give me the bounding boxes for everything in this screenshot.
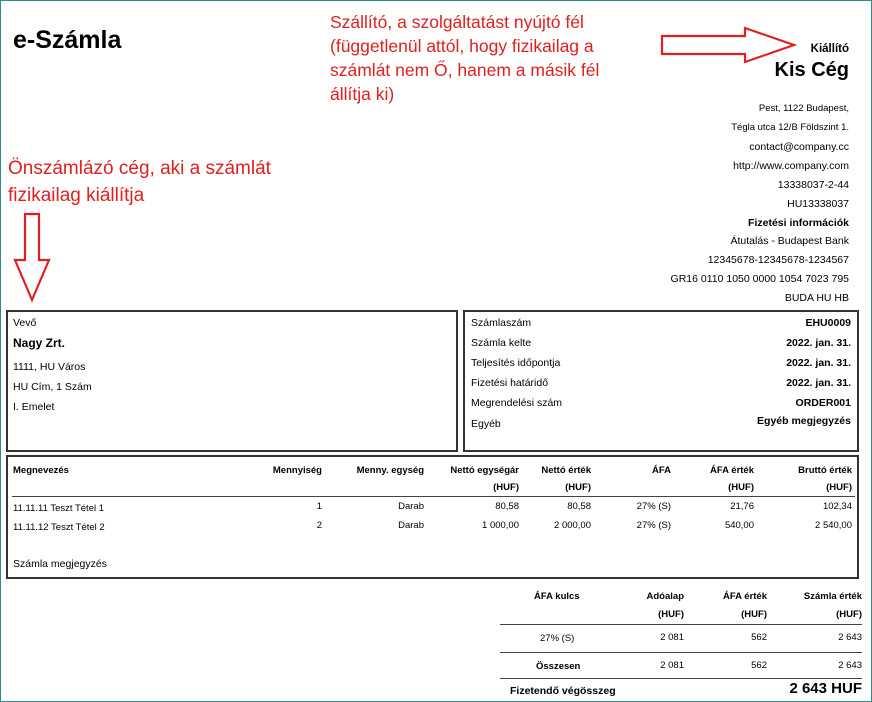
grand-total-value: 2 643 HUF xyxy=(789,680,862,697)
issuer-eu-vat: HU13338037 xyxy=(787,198,849,210)
invoice-note: Számla megjegyzés xyxy=(13,558,107,570)
header-net-currency: (HUF) xyxy=(565,482,591,493)
row1-unit-price: 80,58 xyxy=(495,501,519,512)
total-label: Összesen xyxy=(536,661,581,672)
issuer-annotation: Szállító, a szolgáltatást nyújtó fél (függetlenül attól, hogy fizikailag a számlát nem Ő, hanem a másik fél állítja ki) xyxy=(330,12,600,104)
summary-header-base: Adóalap xyxy=(646,591,684,602)
buyer-address-3: I. Emelet xyxy=(13,401,55,413)
invoice-number-row: Számlaszám EHU0009 xyxy=(471,317,851,329)
due-date-row: Fizetési határidő 2022. jan. 31. xyxy=(471,377,851,389)
header-unit-price: Nettó egységár xyxy=(450,465,519,476)
row1-name: 11.11.11 Teszt Tétel 1 xyxy=(13,503,105,514)
summary-header-base-currency: (HUF) xyxy=(658,609,684,620)
header-vat-value-currency: (HUF) xyxy=(728,482,754,493)
issuer-email: contact@company.cc xyxy=(749,141,849,153)
fulfillment-date-row: Teljesítés időpontja 2022. jan. 31. xyxy=(471,357,851,369)
row1-unit: Darab xyxy=(398,501,424,512)
total-total: 2 643 xyxy=(838,660,862,671)
payment-method: Átutalás - Budapest Bank xyxy=(730,235,849,247)
row2-unit: Darab xyxy=(398,520,424,531)
swift: BUDA HU HB xyxy=(784,292,849,304)
order-number-row: Megrendelési szám ORDER001 xyxy=(471,397,851,409)
issuer-tax-number: 13338037-2-44 xyxy=(777,179,849,191)
header-net: Nettó érték xyxy=(541,465,591,476)
summary-header-total-currency: (HUF) xyxy=(836,609,862,620)
total-vat: 562 xyxy=(751,660,767,671)
document-title: e-Számla xyxy=(13,26,122,54)
row2-unit-price: 1 000,00 xyxy=(482,520,519,531)
summary-total: 2 643 xyxy=(838,632,862,643)
payment-info-label: Fizetési információk xyxy=(748,217,849,229)
issuer-label: Kiállító xyxy=(810,43,849,55)
header-vat-value: ÁFA érték xyxy=(710,465,754,476)
selfbilling-annotation: Önszámlázó cég, aki a számlát fizikailag kiállítja xyxy=(8,158,271,206)
header-name: Megnevezés xyxy=(13,465,69,476)
row1-qty: 1 xyxy=(316,501,322,512)
row2-vat-value: 540,00 xyxy=(724,520,754,531)
summary-rate: 27% (S) xyxy=(540,633,575,644)
other-row: Egyéb Egyéb megjegyzés xyxy=(471,415,851,430)
row1-vat: 27% (S) xyxy=(636,501,671,512)
items-table xyxy=(6,455,859,579)
summary-base: 2 081 xyxy=(660,632,684,643)
total-base: 2 081 xyxy=(660,660,684,671)
summary-header-vat: ÁFA érték xyxy=(723,591,767,602)
down-arrow-icon xyxy=(12,212,52,304)
issuer-website: http://www.company.com xyxy=(733,160,849,172)
summary-header-vat-currency: (HUF) xyxy=(741,609,767,620)
row2-vat: 27% (S) xyxy=(636,520,671,531)
buyer-box xyxy=(6,310,458,452)
bank-account: 12345678-12345678-1234567 xyxy=(707,254,849,266)
row2-net: 2 000,00 xyxy=(554,520,591,531)
header-vat: ÁFA xyxy=(652,465,671,476)
header-gross-currency: (HUF) xyxy=(826,482,852,493)
row1-net: 80,58 xyxy=(567,501,591,512)
iban: GR16 0110 1050 0000 1054 7023 795 xyxy=(670,273,849,285)
summary-header-total: Számla érték xyxy=(803,591,862,602)
buyer-address-1: 1111, HU Város xyxy=(13,361,86,373)
summary-vat: 562 xyxy=(751,632,767,643)
summary-divider-top xyxy=(500,624,862,625)
buyer-label: Vevő xyxy=(13,317,37,329)
header-unit-price-currency: (HUF) xyxy=(493,482,519,493)
header-qty: Mennyiség xyxy=(272,465,322,476)
row1-gross: 102,34 xyxy=(822,501,852,512)
issuer-address-1: Pest, 1122 Budapest, xyxy=(758,103,849,114)
invoice-info-box xyxy=(463,310,859,452)
issuer-address-2: Tégla utca 12/B Földszint 1. xyxy=(731,122,849,133)
issuer-name: Kis Cég xyxy=(774,59,849,81)
buyer-name: Nagy Zrt. xyxy=(13,336,66,350)
header-unit: Menny. egység xyxy=(356,465,424,476)
row2-gross: 2 540,00 xyxy=(815,520,852,531)
summary-header-rate: ÁFA kulcs xyxy=(534,591,580,602)
row2-qty: 2 xyxy=(316,520,322,531)
header-gross: Bruttó érték xyxy=(798,465,852,476)
grand-total-label: Fizetendő végösszeg xyxy=(510,685,616,697)
buyer-address-2: HU Cím, 1 Szám xyxy=(13,381,92,393)
summary-divider-bottom xyxy=(500,678,862,679)
header-divider xyxy=(12,496,855,497)
row1-vat-value: 21,76 xyxy=(730,501,754,512)
summary-divider-mid xyxy=(500,652,862,653)
invoice-date-row: Számla kelte 2022. jan. 31. xyxy=(471,337,851,349)
row2-name: 11.11.12 Teszt Tétel 2 xyxy=(13,522,105,533)
